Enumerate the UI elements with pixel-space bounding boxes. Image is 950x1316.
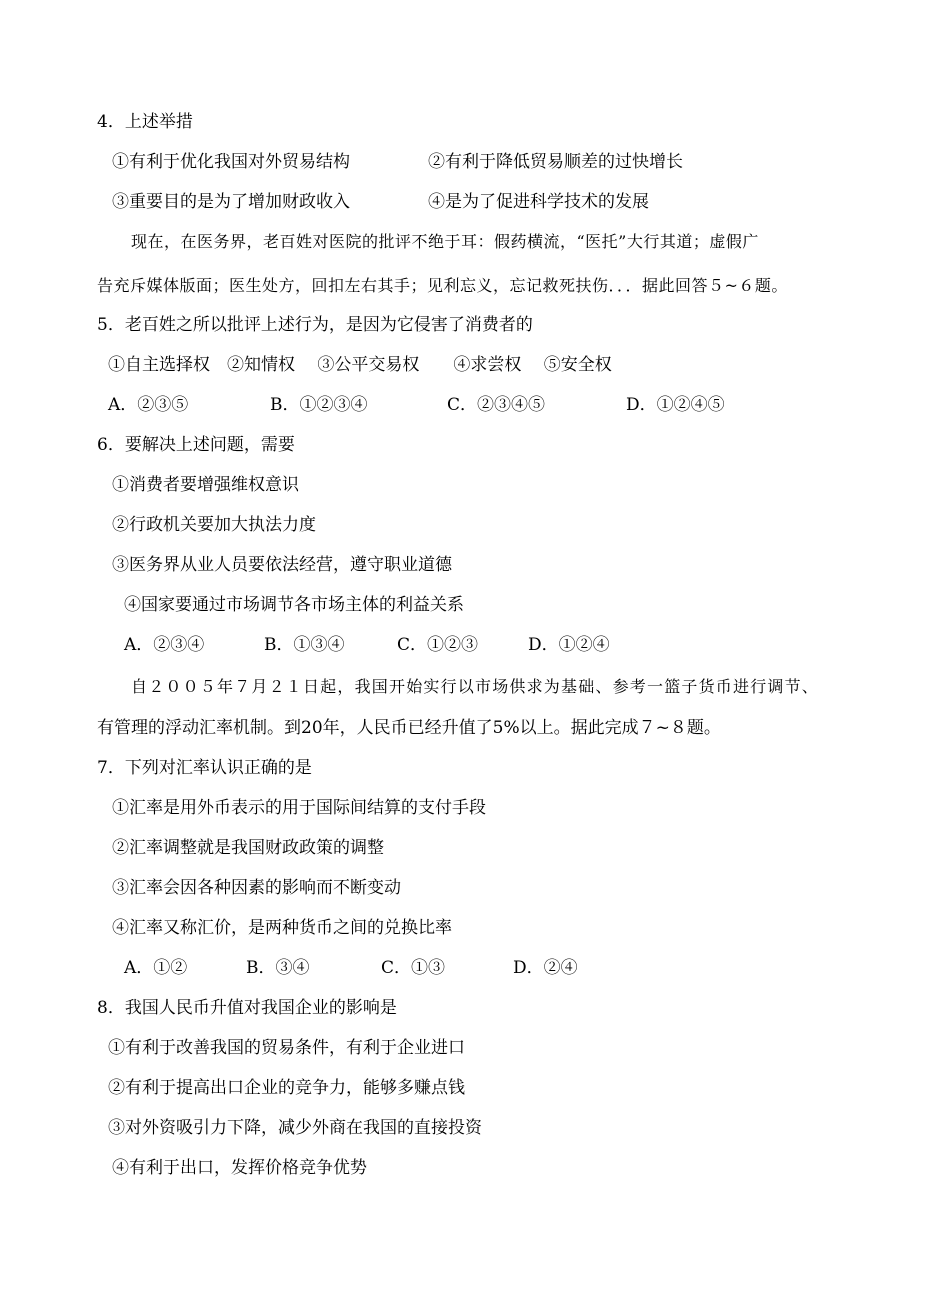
- passage-2-line-1: 自２００５年７月２１日起，我国开始实行以市场供求为基础、参考一篮子货币进行调节、: [131, 677, 820, 696]
- q8-option-2: ②有利于提高出口企业的竞争力，能够多赚点钱: [108, 1078, 465, 1098]
- q6-option-1: ①消费者要增强维权意识: [112, 475, 299, 495]
- q7-choice-a: A．①②: [124, 958, 188, 978]
- q6-choice-b: B．①③④: [264, 635, 345, 655]
- q4-option-1: ①有利于优化我国对外贸易结构: [112, 152, 350, 172]
- q7-option-2: ②汇率调整就是我国财政政策的调整: [112, 838, 384, 858]
- q6-choice-d: D．①②④: [528, 635, 610, 655]
- q4-option-3: ③重要目的是为了增加财政收入: [112, 192, 350, 212]
- q5-choices: [0, 394, 950, 416]
- passage-1-line-2: 告充斥媒体版面；医生处方，回扣左右其手；见利忘义，忘记救死扶伤．．．据此回答５~６题。: [97, 276, 788, 295]
- q6-choice-c: C．①②③: [397, 635, 479, 655]
- q6-choices: [0, 634, 950, 656]
- q5-stem: 5．老百姓之所以批评上述行为，是因为它侵害了消费者的: [97, 315, 533, 335]
- q7-option-3: ③汇率会因各种因素的影响而不断变动: [112, 878, 401, 898]
- q6-stem: 6．要解决上述问题，需要: [97, 435, 295, 455]
- q6-option-2: ②行政机关要加大执法力度: [112, 515, 316, 535]
- q5-choice-a: A．②③⑤: [108, 395, 189, 415]
- q8-option-4: ④有利于出口，发挥价格竞争优势: [112, 1158, 367, 1178]
- q4-stem: 4．上述举措: [97, 112, 193, 132]
- q5-items: ①自主选择权 ②知情权 ③公平交易权 ④求尝权 ⑤安全权: [108, 355, 612, 375]
- passage-1-line-1: 现在，在医务界，老百姓对医院的批评不绝于耳：假药横流，“医托”大行其道；虚假广: [131, 232, 759, 251]
- q8-stem: 8．我国人民币升值对我国企业的影响是: [97, 998, 397, 1018]
- q6-choice-a: A．②③④: [124, 635, 205, 655]
- passage-2-line-2: 有管理的浮动汇率机制。到20年，人民币已经升值了5%以上。据此完成７~８题。: [97, 718, 721, 738]
- q7-choice-c: C．①③: [381, 958, 446, 978]
- q5-choice-c: C．②③④⑤: [447, 395, 546, 415]
- q4-option-4: ④是为了促进科学技术的发展: [428, 192, 649, 212]
- q7-stem: 7．下列对汇率认识正确的是: [97, 758, 312, 778]
- q8-option-3: ③对外资吸引力下降，减少外商在我国的直接投资: [108, 1118, 482, 1138]
- q7-option-1: ①汇率是用外币表示的用于国际间结算的支付手段: [112, 798, 486, 818]
- q6-option-4: ④国家要通过市场调节各市场主体的利益关系: [124, 595, 464, 615]
- q7-choices: [0, 957, 950, 979]
- q5-choice-d: D．①②④⑤: [626, 395, 725, 415]
- q7-choice-d: D．②④: [513, 958, 578, 978]
- q7-option-4: ④汇率又称汇价，是两种货币之间的兑换比率: [112, 918, 452, 938]
- q5-choice-b: B．①②③④: [270, 395, 368, 415]
- q8-option-1: ①有利于改善我国的贸易条件，有利于企业进口: [108, 1038, 465, 1058]
- q4-option-2: ②有利于降低贸易顺差的过快增长: [428, 152, 683, 172]
- q6-option-3: ③医务界从业人员要依法经营，遵守职业道德: [112, 555, 452, 575]
- q7-choice-b: B．③④: [246, 958, 310, 978]
